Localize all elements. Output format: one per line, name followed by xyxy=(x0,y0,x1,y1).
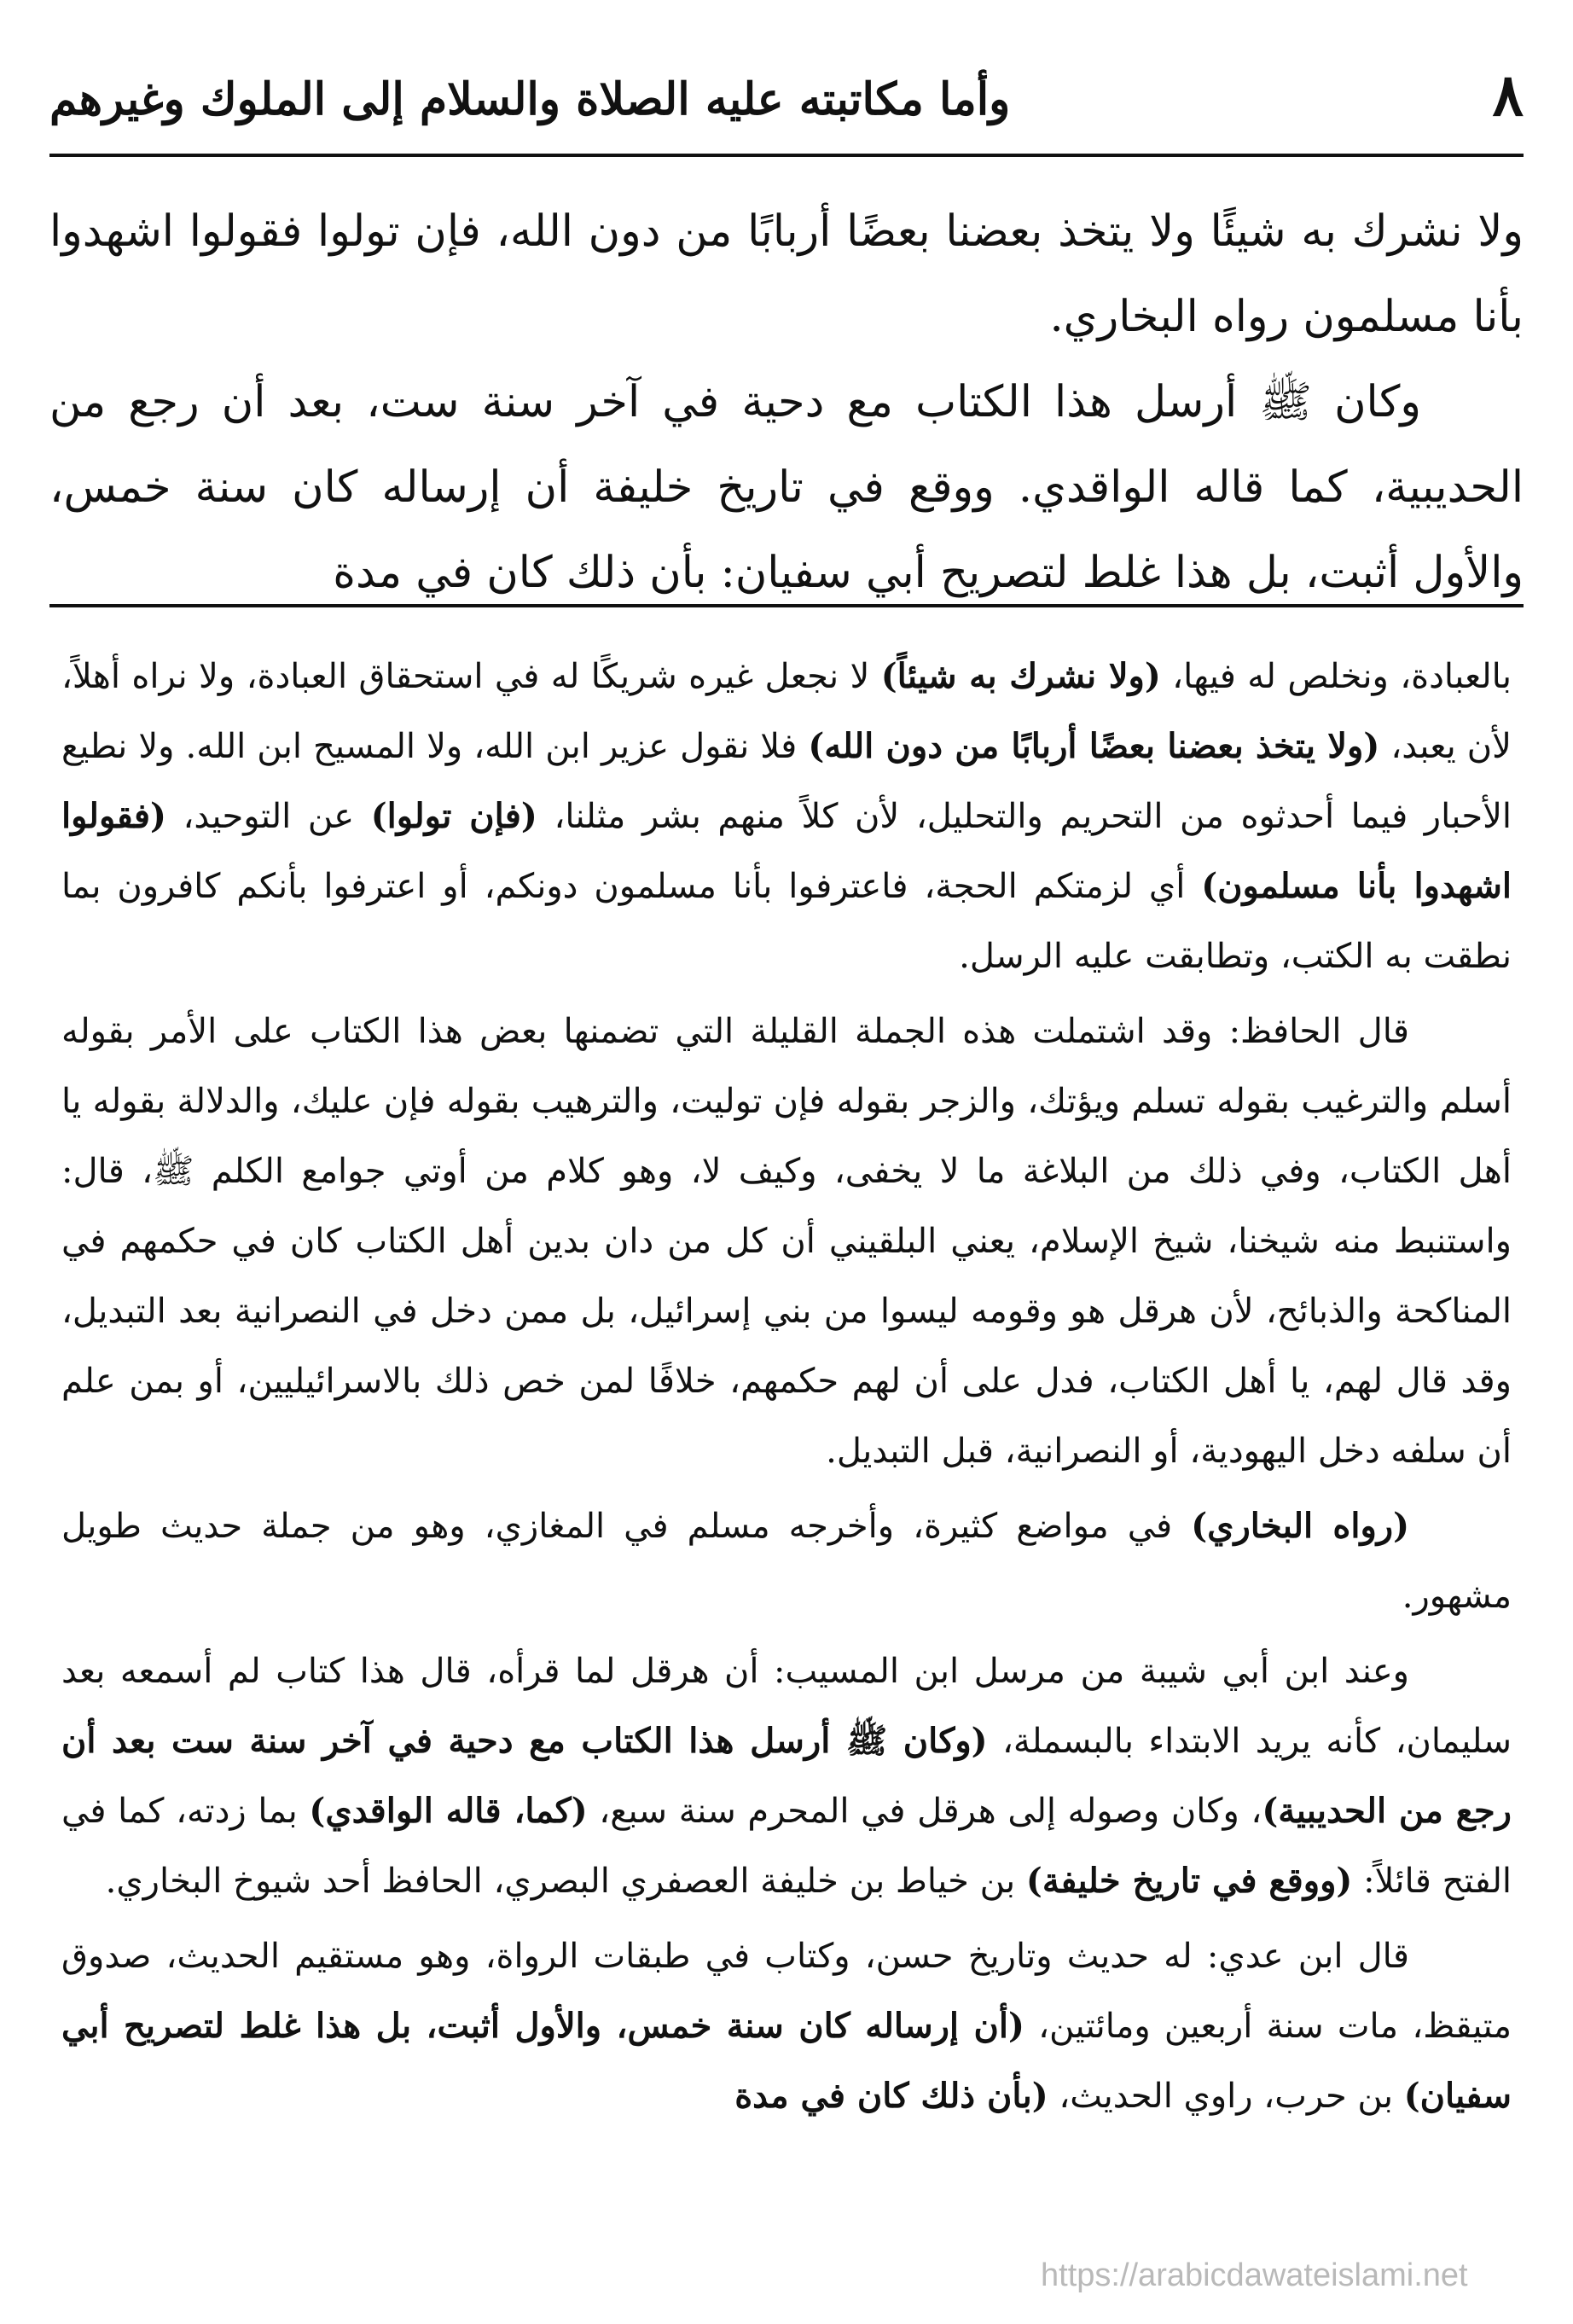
commentary xyxy=(61,642,1512,2131)
running-title: وأما مكاتبته عليه الصلاة والسلام إلى الملوك وغيرهم xyxy=(49,73,1011,125)
page-number: ٨ xyxy=(1492,61,1524,130)
quoted-phrase: (بأن ذلك كان في مدة xyxy=(734,2076,1048,2116)
commentary-text: في مواضع كثيرة، وأخرجه مسلم في المغازي، وهو من جملة حديث طويل مشهور. xyxy=(61,1507,1512,1616)
commentary-text: أي لزمتكم الحجة، فاعترفوا بأنا مسلمون دونكم، أو اعترفوا بأنكم كافرون بما نطقت به الكتب، وتطابقت عليه الرسل. xyxy=(61,867,1512,976)
quoted-phrase: (فقولوا اشهدوا بأنا مسلمون) xyxy=(61,796,1512,906)
page-header xyxy=(49,61,1524,133)
commentary-text: بما زدته، كما في الفتح قائلاً: xyxy=(61,1792,1512,1901)
commentary-text: فلا نقول عزير ابن الله، ولا المسيح ابن الله. ولا نطيع الأحبار فيما أحدثوه من التحريم والتحليل، لأن كلاً منهم بشر مثلنا، xyxy=(61,727,1512,836)
header-rule xyxy=(49,154,1524,157)
commentary-paragraph xyxy=(61,1636,1512,1916)
quoted-phrase: (رواه البخاري) xyxy=(1191,1506,1409,1546)
section-divider xyxy=(49,604,1524,607)
source-url-watermark: https://arabicdawateislami.net xyxy=(1041,2257,1468,2293)
main-text xyxy=(49,189,1524,616)
quoted-phrase: (وكان ﷺ أرسل هذا الكتاب مع دحية في آخر سنة ست بعد أن رجع من الحديبية) xyxy=(61,1721,1512,1831)
commentary-text: لا نجعل غيره شريكًا له في استحقاق العبادة، ولا نراه أهلاً، لأن يعبد، xyxy=(61,657,1512,766)
quoted-phrase: (ولا يتخذ بعضنا بعضًا أربابًا من دون الله) xyxy=(808,726,1380,766)
main-text-paragraph: وكان ﷺ أرسل هذا الكتاب مع دحية في آخر سنة ست، بعد أن رجع من الحديبية، كما قاله الواقدي. ووقع في تاريخ خليفة أن إرساله كان سنة خمس، والأول أثبت، بل هذا غلط لتصريح أبي سفيان: بأن ذلك كان في مدة xyxy=(49,377,1524,598)
main-text-paragraph: ولا نشرك به شيئًا ولا يتخذ بعضنا بعضًا أربابًا من دون الله، فإن تولوا فقولوا اشهدوا بأنا مسلمون رواه البخاري. xyxy=(49,206,1524,342)
commentary-paragraph xyxy=(61,642,1512,991)
quoted-phrase: (كما، قاله الواقدي) xyxy=(309,1791,588,1831)
commentary-text: بالعبادة، ونخلص له فيها، xyxy=(1160,657,1512,696)
commentary-text: بن خياط بن خليفة العصفري البصري، الحافظ أحد شيوخ البخاري. xyxy=(105,1862,1026,1901)
quoted-phrase: (فإن تولوا) xyxy=(370,796,537,836)
commentary-text: ، وكان وصوله إلى هرقل في المحرم سنة سبع، xyxy=(587,1792,1262,1831)
commentary-text: عن التوحيد، xyxy=(165,797,371,836)
commentary-paragraph: قال الحافظ: وقد اشتملت هذه الجملة القليلة التي تضمنها بعض هذا الكتاب على الأمر بقوله أسلم والترغيب بقوله تسلم ويؤتك، والزجر بقوله فإن توليت، والترهيب بقوله فإن عليك، والدلالة بقوله يا أهل الكتاب، وفي ذلك من البلاغة ما لا يخفى، وكيف لا، وهو كلام من أوتي جوامع الكلم ﷺ، قال: واستنبط منه شيخنا، شيخ الإسلام، يعني البلقيني أن كل من دان بدين أهل الكتاب كان في حكمهم في المناكحة والذبائح، لأن هرقل هو وقومه ليسوا من بني إسرائيل، بل ممن دخل في النصرانية بعد التبديل، وقد قال لهم، يا أهل الكتاب، فدل على أن لهم حكمهم، خلافًا لمن خص ذلك بالاسرائيليين، أو بمن علم أن سلفه دخل اليهودية، أو النصرانية، قبل التبديل. xyxy=(61,1012,1512,1471)
commentary-text: وعند ابن أبي شيبة من مرسل ابن المسيب: أن هرقل لما قرأه، قال هذا كتاب لم أسمعه بعد سليمان، كأنه يريد الابتداء بالبسملة، xyxy=(61,1652,1512,1761)
quoted-phrase: (أن إرساله كان سنة خمس، والأول أثبت، بل هذا غلط لتصريح أبي سفيان) xyxy=(61,2006,1512,2116)
quoted-phrase: (ولا نشرك به شيئاً) xyxy=(880,656,1161,696)
commentary-text: قال ابن عدي: له حديث وتاريخ حسن، وكتاب في طبقات الرواة، وهو مستقيم الحديث، صدوق متيقظ، مات سنة أربعين ومائتين، xyxy=(61,1937,1512,2046)
quoted-phrase: (ووقع في تاريخ خليفة) xyxy=(1025,1861,1353,1901)
commentary-paragraph xyxy=(61,1921,1512,2131)
commentary-text: بن حرب، راوي الحديث، xyxy=(1048,2077,1404,2116)
commentary-paragraph xyxy=(61,1491,1512,1631)
